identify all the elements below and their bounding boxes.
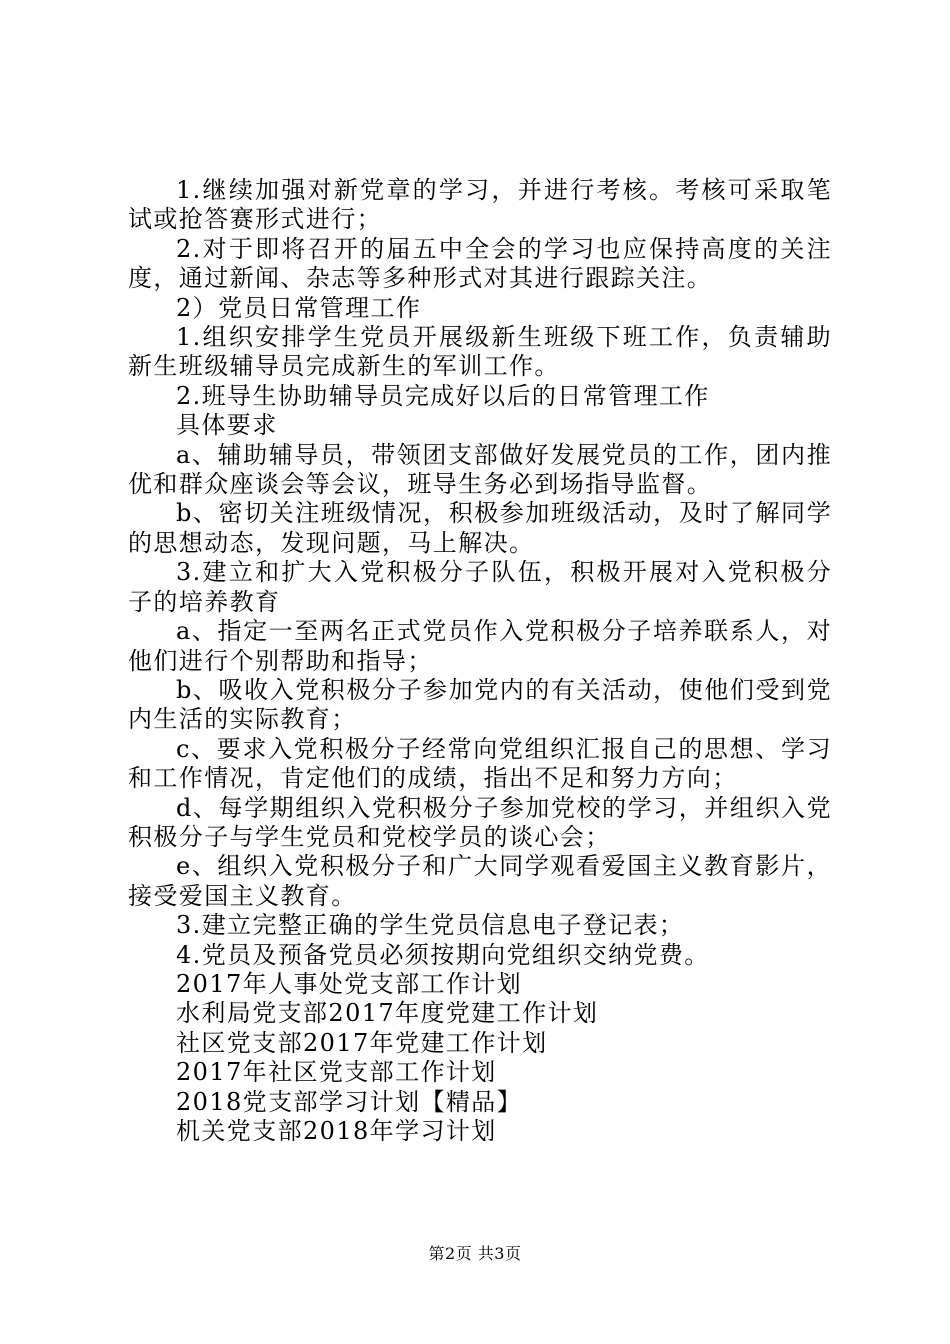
page-footer: 第2页 共3页	[428, 1244, 522, 1263]
related-title: 水利局党支部2017年度党建工作计划	[176, 999, 599, 1028]
paragraph: c、要求入党积极分子经常向党组织汇报自己的思想、学习和工作情况，肯定他们的成绩，指出不足和努力方向；	[128, 734, 832, 793]
related-title: 2018党支部学习计划【精品】	[176, 1087, 523, 1116]
sub-heading: 具体要求	[176, 411, 278, 440]
section-heading: 2）党员日常管理工作	[176, 293, 422, 322]
paragraph: 3.建立和扩大入党积极分子队伍，积极开展对入党积极分子的培养教育	[128, 558, 832, 616]
related-title: 社区党支部2017年党建工作计划	[176, 1028, 548, 1057]
paragraph: b、吸收入党积极分子参加党内的有关活动，使他们受到党内生活的实际教育；	[128, 675, 832, 734]
document-body	[128, 176, 832, 1146]
related-title: 机关党支部2018年学习计划	[176, 1117, 497, 1145]
paragraph: b、密切关注班级情况，积极参加班级活动，及时了解同学的思想动态，发现问题，马上解决。	[128, 499, 832, 557]
paragraph: a、辅助辅导员，带领团支部做好发展党员的工作，团内推优和群众座谈会等会议，班导生务必到场指导监督。	[128, 440, 832, 499]
paragraph: 4.党员及预备党员必须按期向党组织交纳党费。	[176, 940, 710, 969]
paragraph: d、每学期组织入党积极分子参加党校的学习，并组织入党积极分子与学生党员和党校学员的谈心会；	[128, 793, 832, 851]
related-title: 2017年人事处党支部工作计划	[176, 969, 523, 998]
paragraph: 3.建立完整正确的学生党员信息电子登记表；	[176, 911, 685, 940]
related-title: 2017年社区党支部工作计划	[176, 1058, 497, 1087]
paragraph: 1.组织安排学生党员开展级新生班级下班工作，负责辅助新生班级辅导员完成新生的军训工作。	[128, 323, 832, 381]
paragraph: 2.班导生协助辅导员完成好以后的日常管理工作	[176, 381, 710, 410]
paragraph: 1.继续加强对新党章的学习，并进行考核。考核可采取笔试或抢答赛形式进行；	[128, 176, 832, 234]
paragraph: a、指定一至两名正式党员作入党积极分子培养联系人，对他们进行个别帮助和指导；	[128, 617, 832, 675]
paragraph: 2.对于即将召开的届五中全会的学习也应保持高度的关注度，通过新闻、杂志等多种形式对其进行跟踪关注。	[128, 234, 832, 293]
paragraph: e、组织入党积极分子和广大同学观看爱国主义教育影片，接受爱国主义教育。	[128, 852, 832, 910]
